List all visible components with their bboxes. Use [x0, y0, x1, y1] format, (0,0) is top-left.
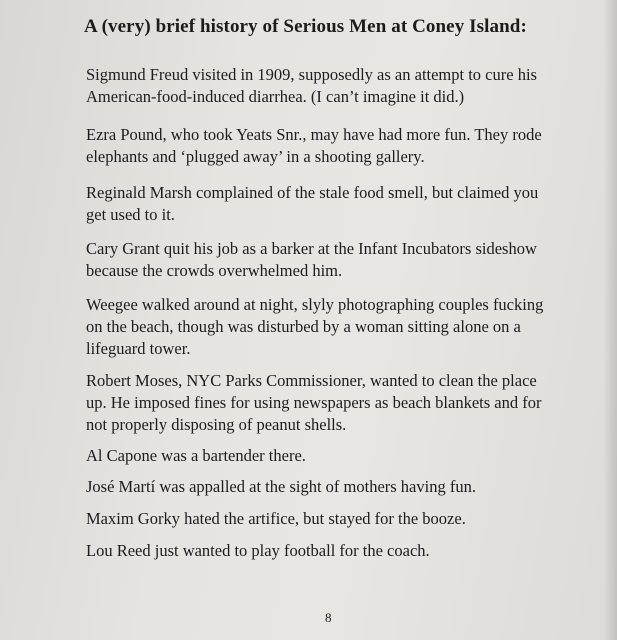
- paragraph-line: Reginald Marsh complained of the stale food smell, but claimed you: [86, 183, 539, 202]
- paragraph-line: Lou Reed just wanted to play football for the coach.: [86, 541, 430, 560]
- paragraph-line: because the crowds overwhelmed him.: [86, 261, 343, 280]
- paragraph-line: American-food-induced diarrhea. (I can’t imagine it did.): [86, 87, 465, 106]
- page-title: A (very) brief history of Serious Men at Coney Island:: [84, 16, 527, 37]
- paragraph-line: José Martí was appalled at the sight of mothers having fun.: [86, 477, 476, 496]
- paragraph-freud: [86, 64, 601, 108]
- paragraph-line: Cary Grant quit his job as a barker at the Infant Incubators sideshow: [86, 239, 537, 258]
- paragraph-line: not properly disposing of peanut shells.: [86, 415, 347, 434]
- paragraph-moses: [86, 370, 601, 436]
- paragraph-line: Maxim Gorky hated the artifice, but stayed for the booze.: [86, 509, 466, 528]
- paragraph-capone: [86, 445, 601, 467]
- paragraph-line: Robert Moses, NYC Parks Commissioner, wanted to clean the place: [86, 371, 537, 390]
- paragraph-line: Ezra Pound, who took Yeats Snr., may have had more fun. They rode: [86, 125, 542, 144]
- paragraph-reed: [86, 540, 601, 562]
- paragraph-marti: [86, 476, 601, 498]
- paragraph-line: lifeguard tower.: [86, 339, 191, 358]
- paragraph-line: Sigmund Freud visited in 1909, supposedly as an attempt to cure his: [86, 65, 537, 84]
- paragraph-line: on the beach, though was disturbed by a woman sitting alone on a: [86, 317, 521, 336]
- page-edge-shadow: [603, 0, 617, 640]
- page-number: 8: [325, 610, 332, 625]
- paragraph-marsh: [86, 182, 601, 226]
- paragraph-pound: [86, 124, 601, 168]
- paragraph-weegee: [86, 294, 601, 360]
- paragraph-line: elephants and ‘plugged away’ in a shooting gallery.: [86, 147, 425, 166]
- paragraph-gorky: [86, 508, 601, 530]
- paragraph-line: Weegee walked around at night, slyly photographing couples fucking: [86, 295, 544, 314]
- paragraph-line: get used to it.: [86, 205, 175, 224]
- paragraph-grant: [86, 238, 601, 282]
- paragraph-line: up. He imposed fines for using newspapers as beach blankets and for: [86, 393, 542, 412]
- paragraph-line: Al Capone was a bartender there.: [86, 446, 306, 465]
